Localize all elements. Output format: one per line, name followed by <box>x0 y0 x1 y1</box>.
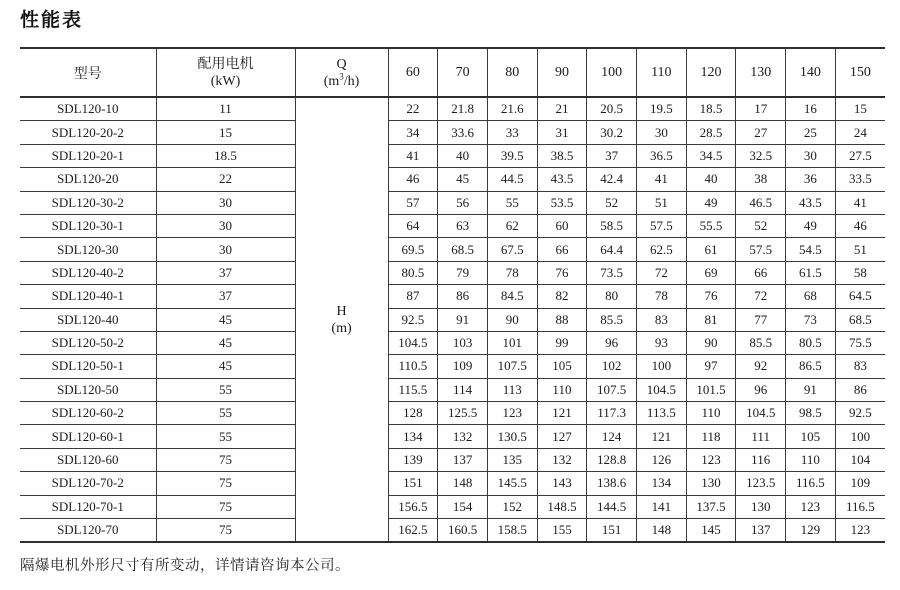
head-value-cell: 30.2 <box>587 121 637 144</box>
head-value-cell: 117.3 <box>587 402 637 425</box>
motor-kw-cell: 15 <box>156 121 295 144</box>
head-value-cell: 24 <box>835 121 885 144</box>
model-cell: SDL120-30-2 <box>20 191 156 214</box>
motor-kw-cell: 30 <box>156 191 295 214</box>
head-value-cell: 33.6 <box>438 121 488 144</box>
head-value-cell: 27.5 <box>835 144 885 167</box>
head-value-cell: 69.5 <box>388 238 438 261</box>
head-value-cell: 15 <box>835 97 885 121</box>
head-value-cell: 55 <box>487 191 537 214</box>
motor-kw-cell: 11 <box>156 97 295 121</box>
head-value-cell: 20.5 <box>587 97 637 121</box>
col-header-flow-60: 60 <box>388 48 438 97</box>
head-value-cell: 57.5 <box>736 238 786 261</box>
head-value-cell: 56 <box>438 191 488 214</box>
head-value-cell: 91 <box>438 308 488 331</box>
head-value-cell: 105 <box>786 425 836 448</box>
model-cell: SDL120-70-2 <box>20 472 156 495</box>
head-value-cell: 110.5 <box>388 355 438 378</box>
table-row <box>20 285 885 308</box>
head-value-cell: 126 <box>636 448 686 471</box>
head-value-cell: 21.6 <box>487 97 537 121</box>
head-value-cell: 90 <box>487 308 537 331</box>
table-row <box>20 448 885 471</box>
head-value-cell: 33.5 <box>835 168 885 191</box>
head-value-cell: 57.5 <box>636 214 686 237</box>
head-value-cell: 129 <box>786 519 836 543</box>
performance-table <box>20 47 885 543</box>
head-value-cell: 40 <box>438 144 488 167</box>
head-value-cell: 81 <box>686 308 736 331</box>
head-value-cell: 67.5 <box>487 238 537 261</box>
head-value-cell: 64 <box>388 214 438 237</box>
motor-kw-cell: 22 <box>156 168 295 191</box>
table-row <box>20 238 885 261</box>
col-header-flow-140: 140 <box>786 48 836 97</box>
col-header-model: 型号 <box>20 48 156 97</box>
head-value-cell: 76 <box>537 261 587 284</box>
head-value-cell: 51 <box>636 191 686 214</box>
head-value-cell: 104.5 <box>636 378 686 401</box>
head-value-cell: 158.5 <box>487 519 537 543</box>
head-value-cell: 128 <box>388 402 438 425</box>
head-value-cell: 54.5 <box>786 238 836 261</box>
motor-kw-cell: 45 <box>156 331 295 354</box>
head-value-cell: 60 <box>537 214 587 237</box>
head-value-cell: 155 <box>537 519 587 543</box>
flow-header-symbol: Q <box>336 56 347 72</box>
head-value-cell: 98.5 <box>786 402 836 425</box>
head-value-cell: 123 <box>835 519 885 543</box>
head-value-cell: 21.8 <box>438 97 488 121</box>
head-value-cell: 151 <box>388 472 438 495</box>
head-value-cell: 62 <box>487 214 537 237</box>
head-value-cell: 123 <box>786 495 836 518</box>
head-value-cell: 118 <box>686 425 736 448</box>
head-value-cell: 101.5 <box>686 378 736 401</box>
head-value-cell: 85.5 <box>587 308 637 331</box>
model-cell: SDL120-20-1 <box>20 144 156 167</box>
head-value-cell: 109 <box>835 472 885 495</box>
head-value-cell: 123.5 <box>736 472 786 495</box>
col-header-flow-90: 90 <box>537 48 587 97</box>
head-value-cell: 72 <box>636 261 686 284</box>
head-value-cell: 115.5 <box>388 378 438 401</box>
head-value-cell: 18.5 <box>686 97 736 121</box>
head-value-cell: 49 <box>786 214 836 237</box>
flow-unit-close: /h) <box>343 73 360 89</box>
col-header-flow-80: 80 <box>487 48 537 97</box>
col-header-flow-130: 130 <box>736 48 786 97</box>
head-value-cell: 16 <box>786 97 836 121</box>
head-value-cell: 116 <box>736 448 786 471</box>
head-value-cell: 68.5 <box>438 238 488 261</box>
model-cell: SDL120-60-2 <box>20 402 156 425</box>
head-value-cell: 40 <box>686 168 736 191</box>
table-row <box>20 519 885 543</box>
model-cell: SDL120-50-2 <box>20 331 156 354</box>
head-value-cell: 97 <box>686 355 736 378</box>
motor-kw-cell: 55 <box>156 425 295 448</box>
motor-kw-cell: 75 <box>156 448 295 471</box>
page-title: 性能表 <box>20 10 84 31</box>
motor-kw-cell: 75 <box>156 519 295 543</box>
head-value-cell: 154 <box>438 495 488 518</box>
head-value-cell: 143 <box>537 472 587 495</box>
head-value-cell: 130 <box>686 472 736 495</box>
head-value-cell: 92.5 <box>835 402 885 425</box>
head-value-cell: 58.5 <box>587 214 637 237</box>
head-value-cell: 22 <box>388 97 438 121</box>
head-value-cell: 46.5 <box>736 191 786 214</box>
head-value-cell: 43.5 <box>537 168 587 191</box>
head-value-cell: 27 <box>736 121 786 144</box>
head-value-cell: 137 <box>438 448 488 471</box>
head-value-cell: 72 <box>736 285 786 308</box>
flow-unit-sup: 3 <box>339 70 344 81</box>
head-value-cell: 25 <box>786 121 836 144</box>
head-value-cell: 86 <box>438 285 488 308</box>
head-value-cell: 61 <box>686 238 736 261</box>
head-value-cell: 101 <box>487 331 537 354</box>
model-cell: SDL120-40 <box>20 308 156 331</box>
head-value-cell: 130 <box>736 495 786 518</box>
table-row <box>20 425 885 448</box>
head-value-cell: 134 <box>388 425 438 448</box>
motor-kw-cell: 55 <box>156 378 295 401</box>
model-cell: SDL120-40-1 <box>20 285 156 308</box>
col-header-flow <box>295 48 388 97</box>
head-value-cell: 96 <box>736 378 786 401</box>
head-value-cell: 79 <box>438 261 488 284</box>
model-cell: SDL120-50-1 <box>20 355 156 378</box>
head-value-cell: 28.5 <box>686 121 736 144</box>
head-value-cell: 145 <box>686 519 736 543</box>
head-value-cell: 105 <box>537 355 587 378</box>
head-value-cell: 104 <box>835 448 885 471</box>
head-value-cell: 156.5 <box>388 495 438 518</box>
head-value-cell: 102 <box>587 355 637 378</box>
motor-kw-cell: 45 <box>156 308 295 331</box>
motor-kw-cell: 75 <box>156 495 295 518</box>
head-value-cell: 32.5 <box>736 144 786 167</box>
head-value-cell: 57 <box>388 191 438 214</box>
head-value-cell: 83 <box>636 308 686 331</box>
head-value-cell: 66 <box>736 261 786 284</box>
head-value-cell: 62.5 <box>636 238 686 261</box>
head-value-cell: 104.5 <box>388 331 438 354</box>
head-value-cell: 82 <box>537 285 587 308</box>
head-value-cell: 128.8 <box>587 448 637 471</box>
head-value-cell: 30 <box>786 144 836 167</box>
head-value-cell: 69 <box>686 261 736 284</box>
col-header-flow-110: 110 <box>636 48 686 97</box>
head-value-cell: 139 <box>388 448 438 471</box>
head-value-cell: 109 <box>438 355 488 378</box>
head-value-cell: 84.5 <box>487 285 537 308</box>
head-value-cell: 162.5 <box>388 519 438 543</box>
head-value-cell: 19.5 <box>636 97 686 121</box>
head-value-cell: 141 <box>636 495 686 518</box>
head-value-cell: 46 <box>388 168 438 191</box>
head-value-cell: 39.5 <box>487 144 537 167</box>
col-header-flow-100: 100 <box>587 48 637 97</box>
table-row <box>20 121 885 144</box>
model-cell: SDL120-50 <box>20 378 156 401</box>
motor-kw-cell: 37 <box>156 261 295 284</box>
head-value-cell: 123 <box>487 402 537 425</box>
head-value-cell: 21 <box>537 97 587 121</box>
header-row <box>20 48 885 97</box>
motor-header-line2: (kW) <box>210 73 241 89</box>
head-value-cell: 46 <box>835 214 885 237</box>
head-value-cell: 132 <box>537 448 587 471</box>
head-value-cell: 152 <box>487 495 537 518</box>
head-value-cell: 78 <box>636 285 686 308</box>
head-value-cell: 93 <box>636 331 686 354</box>
table-row <box>20 308 885 331</box>
head-value-cell: 137 <box>736 519 786 543</box>
head-value-cell: 68.5 <box>835 308 885 331</box>
motor-kw-cell: 55 <box>156 402 295 425</box>
head-value-cell: 113.5 <box>636 402 686 425</box>
flow-header-unit <box>296 70 388 90</box>
head-label-symbol: H <box>336 303 347 319</box>
head-value-cell: 110 <box>686 402 736 425</box>
head-value-cell: 124 <box>587 425 637 448</box>
motor-kw-cell: 45 <box>156 355 295 378</box>
head-value-cell: 73.5 <box>587 261 637 284</box>
col-header-flow-70: 70 <box>438 48 488 97</box>
head-value-cell: 36 <box>786 168 836 191</box>
head-value-cell: 107.5 <box>487 355 537 378</box>
model-cell: SDL120-10 <box>20 97 156 121</box>
table-row <box>20 331 885 354</box>
table-row <box>20 97 885 121</box>
head-value-cell: 130.5 <box>487 425 537 448</box>
head-value-cell: 111 <box>736 425 786 448</box>
head-value-cell: 52 <box>587 191 637 214</box>
head-value-cell: 80.5 <box>388 261 438 284</box>
motor-kw-cell: 30 <box>156 214 295 237</box>
head-value-cell: 135 <box>487 448 537 471</box>
head-value-cell: 43.5 <box>786 191 836 214</box>
head-value-cell: 148.5 <box>537 495 587 518</box>
col-header-motor <box>156 48 295 97</box>
head-value-cell: 99 <box>537 331 587 354</box>
head-value-cell: 64.4 <box>587 238 637 261</box>
head-value-cell: 36.5 <box>636 144 686 167</box>
head-value-cell: 145.5 <box>487 472 537 495</box>
head-label-unit: (m) <box>331 320 352 336</box>
head-value-cell: 86.5 <box>786 355 836 378</box>
head-value-cell: 55.5 <box>686 214 736 237</box>
head-value-cell: 134 <box>636 472 686 495</box>
head-value-cell: 30 <box>636 121 686 144</box>
model-cell: SDL120-30 <box>20 238 156 261</box>
head-value-cell: 41 <box>636 168 686 191</box>
motor-kw-cell: 30 <box>156 238 295 261</box>
head-value-cell: 107.5 <box>587 378 637 401</box>
head-value-cell: 148 <box>438 472 488 495</box>
head-value-cell: 34.5 <box>686 144 736 167</box>
head-value-cell: 123 <box>686 448 736 471</box>
model-cell: SDL120-30-1 <box>20 214 156 237</box>
head-value-cell: 52 <box>736 214 786 237</box>
head-value-cell: 148 <box>636 519 686 543</box>
head-value-cell: 78 <box>487 261 537 284</box>
table-row <box>20 261 885 284</box>
head-value-cell: 61.5 <box>786 261 836 284</box>
table-body <box>20 97 885 542</box>
head-value-cell: 91 <box>786 378 836 401</box>
table-row <box>20 191 885 214</box>
head-value-cell: 100 <box>636 355 686 378</box>
head-value-cell: 38 <box>736 168 786 191</box>
head-value-cell: 73 <box>786 308 836 331</box>
head-value-cell: 138.6 <box>587 472 637 495</box>
head-value-cell: 92.5 <box>388 308 438 331</box>
head-value-cell: 64.5 <box>835 285 885 308</box>
head-value-cell: 104.5 <box>736 402 786 425</box>
head-value-cell: 58 <box>835 261 885 284</box>
table-row <box>20 472 885 495</box>
head-value-cell: 90 <box>686 331 736 354</box>
head-value-cell: 151 <box>587 519 637 543</box>
head-value-cell: 42.4 <box>587 168 637 191</box>
head-value-cell: 96 <box>587 331 637 354</box>
head-value-cell: 34 <box>388 121 438 144</box>
table-row <box>20 144 885 167</box>
head-value-cell: 68 <box>786 285 836 308</box>
flow-unit-open: (m <box>323 73 340 89</box>
table-row <box>20 355 885 378</box>
head-value-cell: 86 <box>835 378 885 401</box>
head-value-cell: 83 <box>835 355 885 378</box>
head-value-cell: 85.5 <box>736 331 786 354</box>
model-cell: SDL120-60 <box>20 448 156 471</box>
model-cell: SDL120-40-2 <box>20 261 156 284</box>
head-value-cell: 92 <box>736 355 786 378</box>
table-row <box>20 402 885 425</box>
model-cell: SDL120-20 <box>20 168 156 191</box>
head-value-cell: 132 <box>438 425 488 448</box>
motor-kw-cell: 37 <box>156 285 295 308</box>
head-value-cell: 113 <box>487 378 537 401</box>
head-value-cell: 37 <box>587 144 637 167</box>
head-value-cell: 80 <box>587 285 637 308</box>
motor-header-line1: 配用电机 <box>197 56 254 72</box>
head-value-cell: 125.5 <box>438 402 488 425</box>
head-value-cell: 144.5 <box>587 495 637 518</box>
head-value-cell: 41 <box>388 144 438 167</box>
model-cell: SDL120-60-1 <box>20 425 156 448</box>
head-value-cell: 114 <box>438 378 488 401</box>
motor-kw-cell: 75 <box>156 472 295 495</box>
head-value-cell: 51 <box>835 238 885 261</box>
head-value-cell: 110 <box>537 378 587 401</box>
head-value-cell: 121 <box>636 425 686 448</box>
head-value-cell: 45 <box>438 168 488 191</box>
head-value-cell: 53.5 <box>537 191 587 214</box>
col-header-flow-150: 150 <box>835 48 885 97</box>
head-value-cell: 17 <box>736 97 786 121</box>
footnote: 隔爆电机外形尺寸有所变动，详情请咨询本公司。 <box>20 558 350 575</box>
model-cell: SDL120-70 <box>20 519 156 543</box>
head-value-cell: 31 <box>537 121 587 144</box>
head-value-cell: 41 <box>835 191 885 214</box>
head-value-cell: 88 <box>537 308 587 331</box>
head-value-cell: 160.5 <box>438 519 488 543</box>
table-header <box>20 48 885 97</box>
head-value-cell: 100 <box>835 425 885 448</box>
head-value-cell: 116.5 <box>786 472 836 495</box>
col-header-flow-120: 120 <box>686 48 736 97</box>
table-row <box>20 214 885 237</box>
head-unit-merged-cell <box>295 97 388 542</box>
head-value-cell: 116.5 <box>835 495 885 518</box>
model-cell: SDL120-70-1 <box>20 495 156 518</box>
head-value-cell: 80.5 <box>786 331 836 354</box>
table-row <box>20 378 885 401</box>
table-row <box>20 495 885 518</box>
head-value-cell: 66 <box>537 238 587 261</box>
motor-kw-cell: 18.5 <box>156 144 295 167</box>
head-value-cell: 110 <box>786 448 836 471</box>
head-value-cell: 137.5 <box>686 495 736 518</box>
table-row <box>20 168 885 191</box>
head-value-cell: 63 <box>438 214 488 237</box>
head-value-cell: 33 <box>487 121 537 144</box>
head-value-cell: 76 <box>686 285 736 308</box>
model-cell: SDL120-20-2 <box>20 121 156 144</box>
head-value-cell: 38.5 <box>537 144 587 167</box>
head-value-cell: 121 <box>537 402 587 425</box>
head-value-cell: 127 <box>537 425 587 448</box>
head-value-cell: 75.5 <box>835 331 885 354</box>
head-value-cell: 44.5 <box>487 168 537 191</box>
head-value-cell: 87 <box>388 285 438 308</box>
head-value-cell: 77 <box>736 308 786 331</box>
head-value-cell: 49 <box>686 191 736 214</box>
head-value-cell: 103 <box>438 331 488 354</box>
